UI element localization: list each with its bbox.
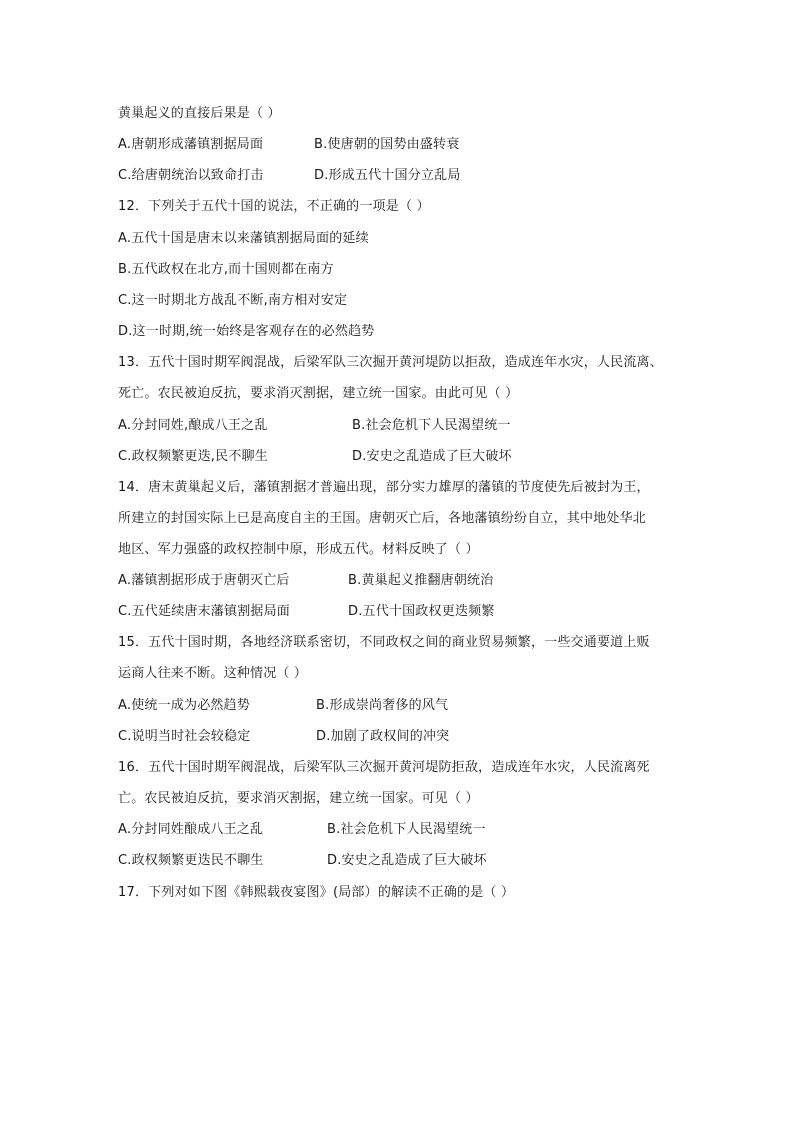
q13-stem-line2: 死亡。农民被迫反抗，要求消灭割据，建立统一国家。由此可见（ ） — [118, 386, 519, 401]
q13-option-d: D.安史之乱造成了巨大破坏 — [352, 449, 512, 464]
q11-stem: 黄巢起义的直接后果是（ ） — [118, 106, 281, 121]
q16-stem-line2: 亡。农民被迫反抗，要求消灭割据，建立统一国家。可见（ ） — [118, 791, 479, 806]
q12-option-b: B.五代政权在北方,而十国则都在南方 — [118, 262, 334, 277]
q11-option-c: C.给唐朝统治以致命打击 — [118, 168, 264, 183]
q14-stem-line3: 地区、军力强盛的政权控制中原，形成五代。材料反映了（ ） — [118, 542, 479, 557]
q14-option-c: C.五代延续唐末藩镇割据局面 — [118, 604, 291, 619]
q17-stem: 17．下列对如下图《韩熙载夜宴图》(局部）的解读不正确的是（ ） — [118, 885, 515, 900]
q15-stem-line2: 运商人往来不断。这种情况（ ） — [118, 666, 308, 681]
q14-option-b: B.黄巢起义推翻唐朝统治 — [348, 573, 494, 588]
q15-option-a: A.使统一成为必然趋势 — [118, 698, 250, 713]
q11-option-b: B.使唐朝的国势由盛转衰 — [314, 137, 460, 152]
q11-option-d: D.形成五代十国分立乱局 — [314, 168, 461, 183]
q13-stem-line1: 13．五代十国时期军阀混战，后梁军队三次掘开黄河堤防以拒敌，造成连年水灾，人民流离、 — [118, 355, 663, 370]
q16-option-a: A.分封同姓酿成八王之乱 — [118, 822, 264, 837]
q12-option-d: D.这一时期,统一始终是客观存在的必然趋势 — [118, 324, 375, 339]
q14-option-a: A.藩镇割据形成于唐朝灭亡后 — [118, 573, 290, 588]
q15-option-b: B.形成崇尚奢侈的风气 — [316, 698, 449, 713]
q14-option-d: D.五代十国政权更迭频繁 — [348, 604, 495, 619]
q15-option-c: C.说明当时社会较稳定 — [118, 729, 251, 744]
q15-stem-line1: 15．五代十国时期，各地经济联系密切，不同政权之间的商业贸易频繁，一些交通要道上贩 — [118, 635, 650, 650]
q15-option-d: D.加剧了政权间的冲突 — [316, 729, 450, 744]
q11-option-a: A.唐朝形成藩镇割据局面 — [118, 137, 264, 152]
q14-stem-line2: 所建立的封国实际上已是高度自主的王国。唐朝灭亡后，各地藩镇纷纷自立，其中地处华北 — [118, 511, 647, 526]
q13-option-b: B.社会危机下人民渴望统一 — [352, 418, 511, 433]
q16-option-c: C.政权频繁更迭民不聊生 — [118, 853, 264, 868]
q12-option-a: A.五代十国是唐末以来藩镇割据局面的延续 — [118, 231, 369, 246]
q16-option-d: D.安史之乱造成了巨大破坏 — [327, 853, 487, 868]
q14-stem-line1: 14．唐末黄巢起义后，藩镇割据才普遍出现，部分实力雄厚的藩镇的节度使先后被封为王， — [118, 480, 650, 495]
q12-stem: 12．下列关于五代十国的说法，不正确的一项是（ ） — [118, 199, 430, 214]
q12-option-c: C.这一时期北方战乱不断,南方相对安定 — [118, 293, 348, 308]
q16-stem-line1: 16．五代十国时期军阀混战，后梁军队三次掘开黄河堤防拒敌，造成连年水灾，人民流离死 — [118, 760, 650, 775]
q13-option-a: A.分封同姓,酿成八王之乱 — [118, 418, 268, 433]
q13-option-c: C.政权频繁更迭,民不聊生 — [118, 449, 268, 464]
q16-option-b: B.社会危机下人民渴望统一 — [327, 822, 486, 837]
